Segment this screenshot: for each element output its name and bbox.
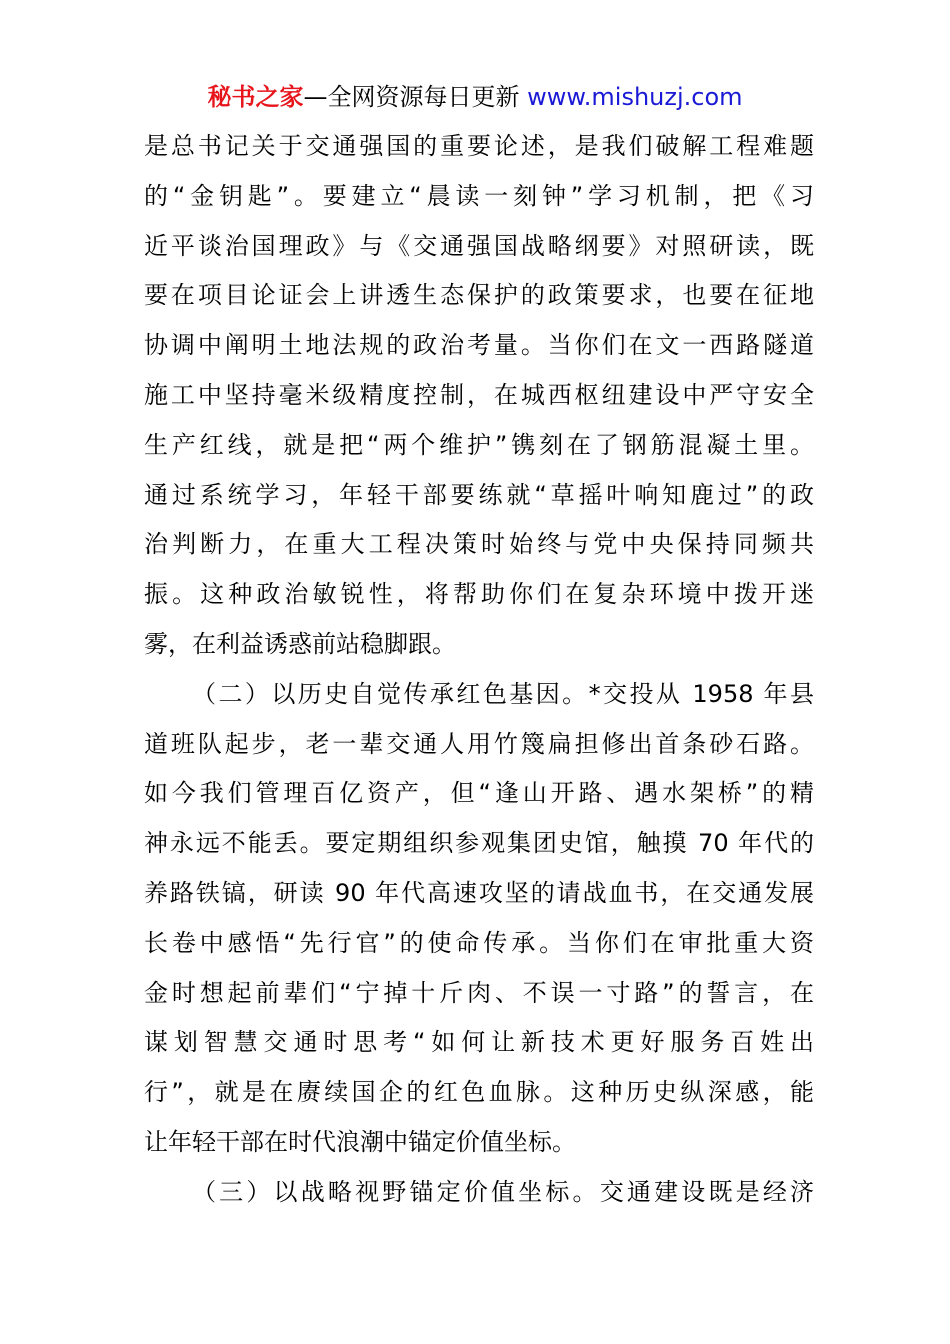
text-line: 谋划智慧交通时思考“如何让新技术更好服务百姓出 <box>144 1028 814 1057</box>
site-brand: 秘书之家 <box>207 83 304 111</box>
text-line: 行”，就是在赓续国企的红色血脉。这种历史纵深感，能 <box>144 1078 814 1107</box>
site-tagline: —全网资源每日更新 <box>303 83 520 111</box>
text-line: 金时想起前辈们“宁掉十斤肉、不误一寸路”的誓言，在 <box>144 978 814 1007</box>
text-line: 道班队起步，老一辈交通人用竹篾扁担修出首条砂石路。 <box>144 729 814 758</box>
text-line: 养路铁镐，研读 90 年代高速攻坚的请战血书，在交通发展 <box>144 878 814 907</box>
text-line: 雾，在利益诱惑前站稳脚跟。 <box>144 629 456 658</box>
text-line: 振。这种政治敏锐性，将帮助你们在复杂环境中拨开迷 <box>144 580 814 609</box>
page-header <box>0 80 950 114</box>
text-line: 协调中阐明土地法规的政治考量。当你们在文一西路隧道 <box>144 331 814 360</box>
text-line: 生产红线，就是把“两个维护”镌刻在了钢筋混凝土里。 <box>144 430 814 459</box>
text-line: 施工中坚持毫米级精度控制，在城西枢纽建设中严守安全 <box>144 380 814 409</box>
text-line: 长卷中感悟“先行官”的使命传承。当你们在审批重大资 <box>144 928 814 957</box>
text-line: 治判断力，在重大工程决策时始终与党中央保持同频共 <box>144 530 814 559</box>
text-line: 通过系统学习，年轻干部要练就“草摇叶响知鹿过”的政 <box>144 480 814 509</box>
site-url[interactable]: www.mishuzj.com <box>527 83 743 111</box>
text-line: 要在项目论证会上讲透生态保护的政策要求，也要在征地 <box>144 281 814 310</box>
text-line: 近平谈治国理政》与《交通强国战略纲要》对照研读，既 <box>144 231 814 260</box>
document-body <box>144 122 814 1218</box>
text-line: 是总书记关于交通强国的重要论述，是我们破解工程难题 <box>144 132 814 160</box>
section-heading-line: （二）以历史自觉传承红色基因。*交投从 1958 年县 <box>192 679 814 708</box>
text-line: 的“金钥匙”。要建立“晨读一刻钟”学习机制，把《习 <box>144 181 814 210</box>
text-line: 神永远不能丢。要定期组织参观集团史馆，触摸 70 年代的 <box>144 829 814 858</box>
text-line: 让年轻干部在时代浪潮中锚定价值坐标。 <box>144 1127 576 1156</box>
section-heading-line: （三）以战略视野锚定价值坐标。交通建设既是经济 <box>192 1177 814 1206</box>
text-line: 如今我们管理百亿资产，但“逢山开路、遇水架桥”的精 <box>144 779 814 808</box>
